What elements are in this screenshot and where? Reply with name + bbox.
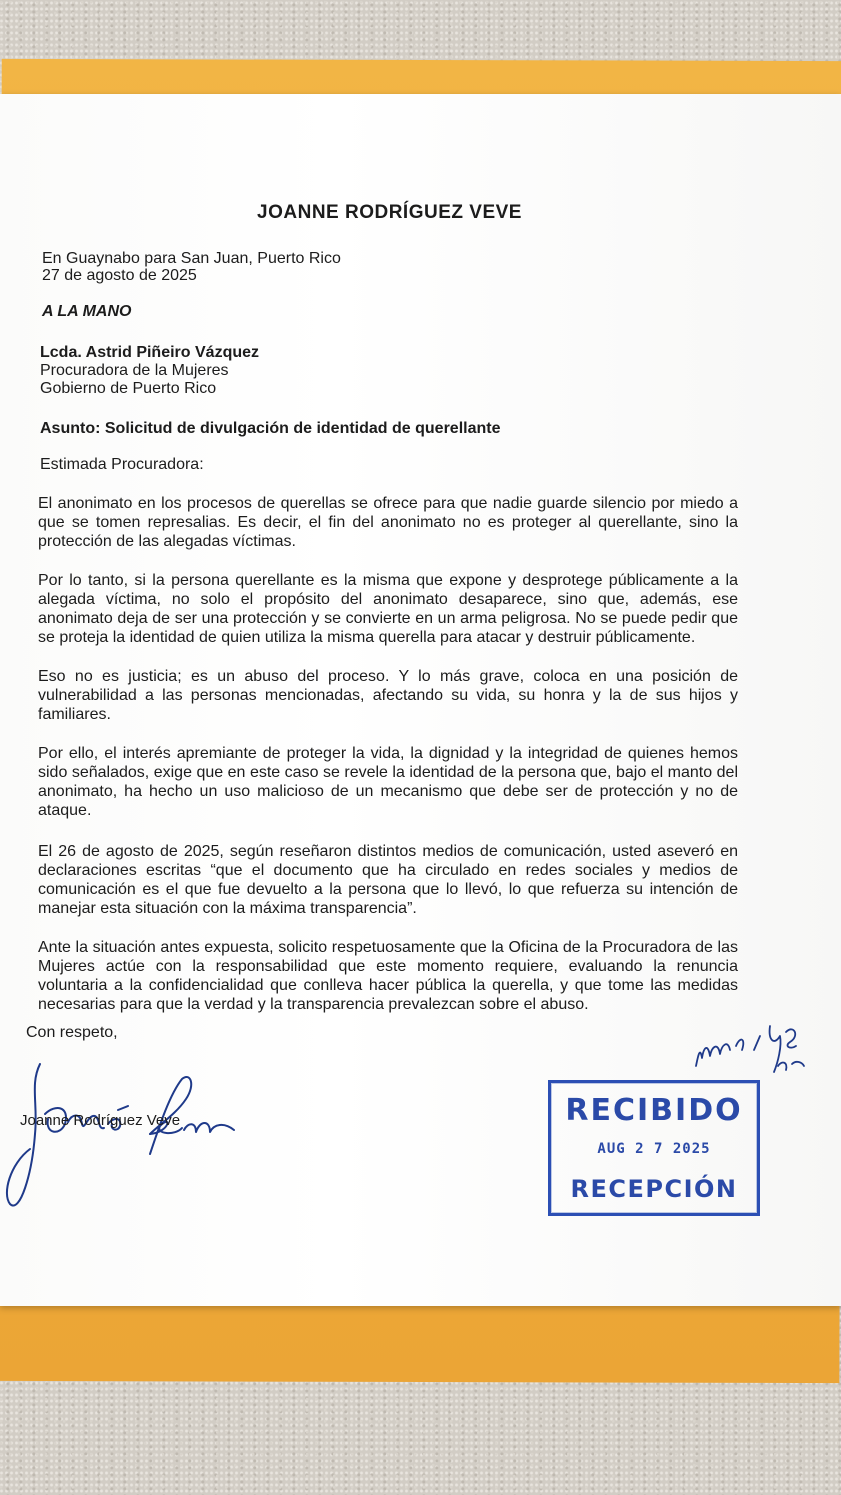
- handwritten-initials: [690, 1006, 810, 1086]
- closing: Con respeto,: [26, 1024, 118, 1041]
- stamp-department: RECEPCIÓN: [570, 1175, 738, 1203]
- recipient-name: Lcda. Astrid Piñeiro Vázquez: [40, 344, 260, 361]
- salutation: Estimada Procuradora:: [40, 456, 204, 473]
- letter-date: 27 de agosto de 2025: [42, 267, 197, 284]
- letter-location: En Guaynabo para San Juan, Puerto Rico: [42, 250, 341, 267]
- body-paragraph: Ante la situación antes expuesta, solicito respetuosamente que la Oficina de la Procuradora de las Mujeres actúe con la responsabilidad que este momento requiere, evaluando la renuncia voluntaria a la confidencialidad que conlleva hacer pública la querella, y que tome las medidas necesarias para que la verdad y la transparencia prevalezcan sobre el abuso.: [38, 939, 738, 1013]
- handwritten-signature: [0, 1044, 250, 1224]
- recipient-position: Procuradora de la Mujeres: [40, 362, 229, 379]
- signer-name: Joanne Rodríguez Veve: [20, 1112, 181, 1129]
- letter-subject: Asunto: Solicitud de divulgación de identidad de querellante: [40, 420, 501, 437]
- body-paragraph: Eso no es justicia; es un abuso del proceso. Y lo más grave, coloca en una posición de vulnerabilidad a las personas mencionadas, afectando su vida, su honra y la de sus hijos y familiares.: [38, 668, 738, 723]
- stamp-date: AUG 2 7 2025: [597, 1141, 711, 1157]
- body-paragraph: Por lo tanto, si la persona querellante es la misma que expone y desprotege públicamente a la alegada víctima, no solo el propósito del anonimato desaparece, sino que, además, ese anonimato deja de ser una protección y se convierte en un arma peligrosa. No se puede pedir que se proteja la identidad de quien utiliza la misma querella para atacar y destruir públicamente.: [38, 572, 738, 646]
- letterhead-title: JOANNE RODRÍGUEZ VEVE: [257, 202, 522, 223]
- body-paragraph: El anonimato en los procesos de querellas se ofrece para que nadie guarde silencio por miedo a que se tomen represalias. Es decir, el fin del anonimato no es proteger al querellante, sino la protección de las alegadas víctimas.: [38, 495, 738, 550]
- body-paragraph: Por ello, el interés apremiante de proteger la vida, la dignidad y la integridad de quienes hemos sido señalados, exige que en este caso se revele la identidad de la persona que, bajo el manto del anonimato, ha hecho un uso malicioso de un mecanismo que debe ser de protección y no de ataque.: [38, 745, 738, 819]
- received-stamp: [548, 1080, 760, 1216]
- letter-page: [0, 94, 841, 1306]
- stamp-status: RECIBIDO: [565, 1093, 743, 1128]
- recipient-organization: Gobierno de Puerto Rico: [40, 380, 217, 397]
- delivery-note: A LA MANO: [42, 303, 132, 320]
- body-paragraph: El 26 de agosto de 2025, según reseñaron distintos medios de comunicación, usted aseveró en declaraciones escritas “que el documento que ha circulado en redes sociales y medios de comunicación es el que fue devuelto a la persona que lo llevó, lo que refuerza su intención de manejar esta situación con la máxima transparencia”.: [38, 843, 738, 917]
